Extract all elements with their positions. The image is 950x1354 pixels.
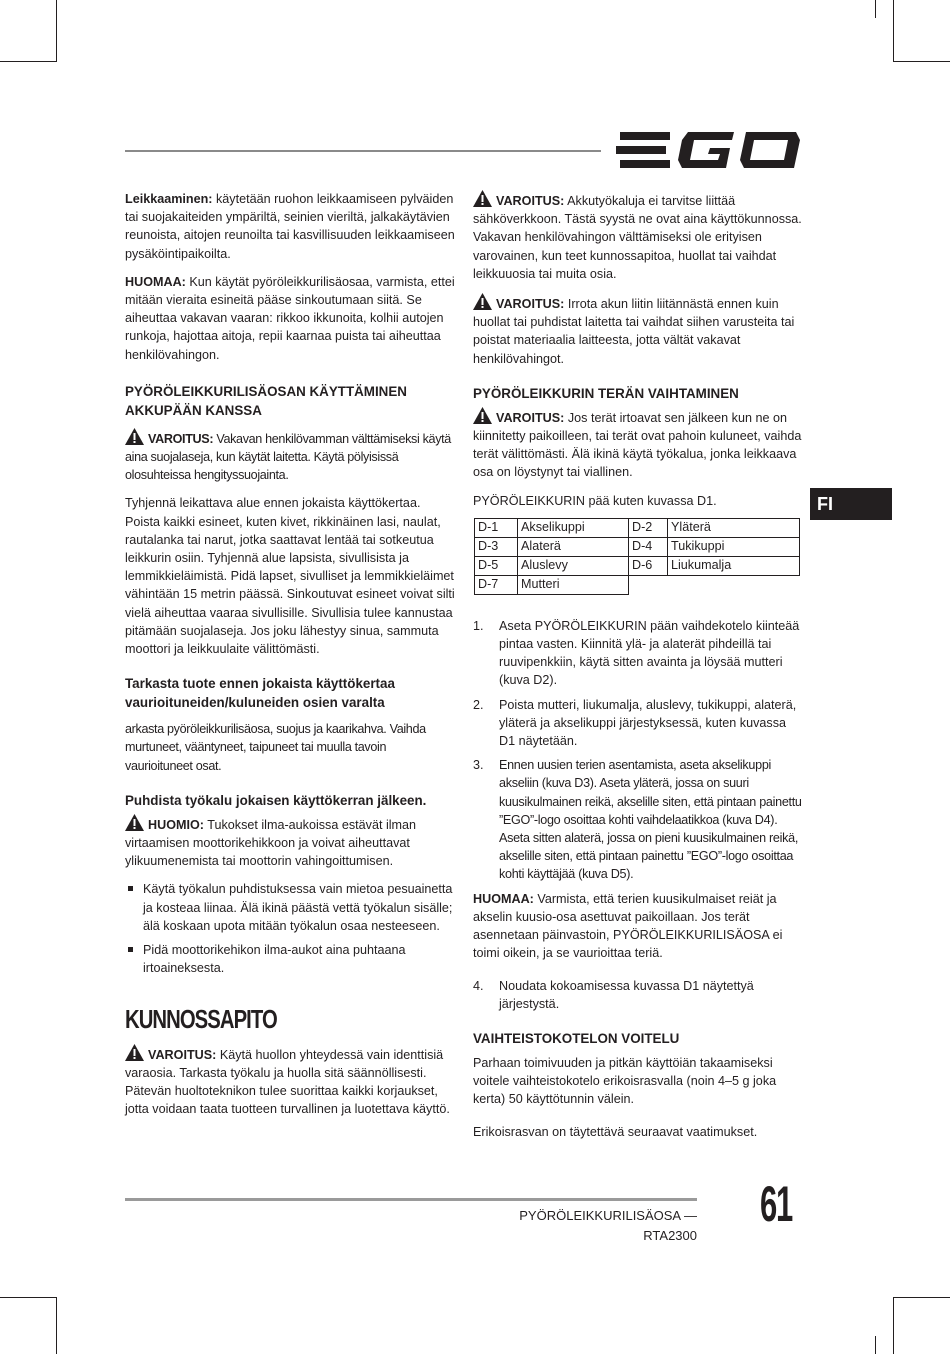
label-trimming: Leikkaaminen: — [125, 192, 213, 206]
footer-product: PYÖRÖLEIKKURILISÄOSA — RTA2300 — [519, 1208, 697, 1243]
paragraph-figure: PYÖRÖLEIKKURIN pää kuten kuvassa D1. — [473, 493, 717, 508]
crop-mark — [56, 0, 57, 62]
ego-logo — [616, 130, 800, 170]
table-cell-empty — [668, 575, 800, 594]
paragraph-clear-area: Tyhjennä leikattava alue ennen jokaista käyttökertaa. Poista kaikki esineet, kuten kivet, rikkinäinen lasi, naulat, rautalanka tai narut, jotka saattavat lentää tai sotkeutua leikkurin osiin. Tyhjennä alue lapsista, sivullisista ja lemmikkieläimistä. Pidä lapset, sivulliset ja lemmikkieläimet vähintään 15 metrin päässä. Sinkoutuvat esineet voivat silti vielä aiheuttaa vaaraa sivullisille. Sivullisia tulee kannustaa pitämään suojalaseja. Jos joku lähestyy sinua, sammuta moottori ja leikkuulaite välittömästi. — [125, 496, 455, 657]
text-warning: Vakavan henkilövamman välttämiseksi käytä aina suojalaseja, kun käytät laitetta. Käytä pölyisissä olosuhteissa hengityssuojainta. — [125, 431, 451, 483]
step-number: 3. — [473, 758, 484, 773]
list-item — [125, 941, 455, 977]
table-cell: D-7 — [475, 575, 518, 594]
crop-mark — [875, 1336, 876, 1354]
crop-mark — [893, 61, 950, 62]
warning-icon — [473, 407, 492, 424]
warning-icon — [125, 428, 144, 445]
heading-check: Tarkasta tuote ennen jokaista käyttökertaa vaurioituneiden/kuluneiden osien varalta — [125, 676, 395, 711]
step-text: Aseta PYÖRÖLEIKKURIN pään vaihdekotelo kiinteää pintaa vasten. Kiinnitä ylä- ja alaterät pihdeillä tai ruuvipenkkiin, käytä sitten avainta ja löysää mutteri (kuva D2). — [499, 618, 800, 688]
table-row — [475, 556, 800, 575]
table-cell: Alaterä — [518, 537, 629, 556]
list-item — [473, 617, 803, 690]
table-row — [475, 518, 800, 537]
heading-maintenance: KUNNOSSAPITO — [125, 1003, 277, 1034]
step-number: 2. — [473, 697, 484, 712]
steps-list-2 — [473, 977, 803, 1013]
label-warning: VAROITUS: — [148, 1047, 217, 1062]
footer-rule — [125, 1198, 697, 1201]
text-note: Kun käytät pyöröleikkurilisäosaa, varmista, ettei mitään vieraita esineitä pääse sinkoutumaan siitä. Se aiheuttaa vakavan vaaran: rikkoo ikkunoita, kolhii autojen runkoja, hajottaa aitoja, repii kaarnaa puista tai aiheuttaa henkilövahingon. — [125, 274, 455, 362]
table-cell: Mutteri — [518, 575, 629, 594]
paragraph-grease: Parhaan toimivuuden ja pitkän käyttöiän takaamiseksi voitele vaihteistokotelo erikoisrasvalla (noin 4–5 g joka kerta) 50 käyttötunnin välein. — [473, 1055, 777, 1107]
bullet-icon — [128, 886, 133, 891]
crop-mark — [56, 1297, 57, 1354]
warning-disconnect — [473, 293, 803, 368]
text-trimming: käytetään ruohon leikkaamiseen pylväiden tai suojakaiteiden ympäriltä, seinien vieriltä, jalkakäytävien reunoista, aitojen reunoilta tai kasvillisuuden leikkaamiseen pysäköintipaikoilta. — [125, 192, 455, 261]
heading-use: PYÖRÖLEIKKURILISÄOSAN KÄYTTÄMINEN AKKUPÄÄN KANSSA — [125, 383, 407, 418]
list-item — [473, 756, 803, 883]
step-number: 1. — [473, 618, 484, 633]
label-warning: VAROITUS: — [496, 194, 565, 208]
text-note: Varmista, että terien kuusikulmaiset reiät ja akselin kuusio-osa asettuvat paikoillaan. Jos terät asennetaan päinvastoin, PYÖRÖLEIKKURILISÄOSA ei toimi oikein, ja se vaurioittaa teriä. — [473, 891, 783, 961]
text-warning: Irrota akun liitin liitännästä ennen kuin huollat tai puhdistat laitetta tai vaihdat siihen varusteita tai poistat materiaalia laitteesta, jotta vältät vakavat henkilövahingot. — [473, 297, 795, 366]
paragraph-note — [473, 890, 803, 963]
table-cell: D-4 — [629, 537, 668, 556]
crop-mark — [893, 1297, 950, 1298]
header-rule — [125, 150, 601, 152]
table-cell: Yläterä — [668, 518, 800, 537]
warning-icon — [473, 293, 492, 310]
table-cell: Aluslevy — [518, 556, 629, 575]
parts-table — [474, 518, 800, 595]
steps-list — [473, 617, 803, 884]
crop-mark — [0, 61, 57, 62]
heading-clean: Puhdista työkalu jokaisen käyttökerran jälkeen. — [125, 792, 427, 808]
table-cell: Tukikuppi — [668, 537, 800, 556]
paragraph-note — [125, 273, 455, 364]
list-item-text: Käytä työkalun puhdistuksessa vain mietoa pesuainetta ja kosteaa liinaa. Älä ikinä päästä vettä työkalun sisälle; älä koskaan upota mitään työkalun osaa nesteeseen. — [143, 882, 453, 933]
text-warning: Käytä huollon yhteydessä vain identtisiä varaosia. Tarkasta työkalu ja huolla sitä säännöllisesti. Pätevän huoltoteknikon tulee suorittaa kaikki korjaukset, jotta voidaan taata tuotteen turvallinen ja luotettava käyttö. — [125, 1047, 450, 1117]
warning-parts — [125, 1044, 455, 1119]
warning-icon — [125, 1044, 144, 1061]
list-item-text: Pidä moottorikehikon ilma-aukot aina puhtaana irtoaineksesta. — [143, 943, 406, 976]
label-warning: VAROITUS: — [148, 431, 214, 446]
heading-blade: PYÖRÖLEIKKURIN TERÄN VAIHTAMINEN — [473, 385, 739, 401]
table-cell: D-2 — [629, 518, 668, 537]
heading-grease: VAIHTEISTOKOTELON VOITELU — [473, 1030, 680, 1046]
table-cell: D-3 — [475, 537, 518, 556]
label-caution: HUOMIO: — [148, 817, 204, 832]
table-row — [475, 575, 800, 594]
table-cell: D-1 — [475, 518, 518, 537]
warning-goggles — [125, 428, 455, 485]
table-cell: Liukumalja — [668, 556, 800, 575]
language-tab: FI — [810, 488, 892, 520]
table-cell: D-6 — [629, 556, 668, 575]
cleaning-list — [125, 880, 455, 977]
page-number: 61 — [760, 1176, 793, 1232]
left-column — [125, 190, 455, 1128]
list-item — [473, 696, 803, 751]
warning-battery — [473, 190, 803, 283]
bullet-icon — [128, 947, 133, 952]
label-note: HUOMAA: — [473, 891, 534, 906]
table-cell: Akselikuppi — [518, 518, 629, 537]
label-warning: VAROITUS: — [496, 410, 565, 425]
right-column — [473, 190, 803, 1151]
step-text: Ennen uusien terien asentamista, aseta akselikuppi akseliin (kuva D3). Aseta yläterä, jossa on suuri kuusikulmainen reikä, akselille siten, että pintaan painettu ”EGO”-logo osoittaa kohti vaihdelaatikkoa (kuva D4). Aseta sitten alaterä, jossa on pieni kuusikulmainen reikä, akselille siten, että pintaan painettu ”EGO”-logo osoittaa kohti käyttäjää (kuva D5). — [499, 758, 802, 882]
crop-mark — [0, 1297, 57, 1298]
paragraph-trimming — [125, 190, 455, 263]
crop-mark — [875, 0, 876, 18]
table-row — [475, 537, 800, 556]
list-item — [125, 880, 455, 935]
list-item — [473, 977, 803, 1013]
text-caution: Tukokset ilma-aukoissa estävät ilman virtaamisen moottorikehikkoon ja voivat aiheuttavat ylikuumenemista tai moottorin vahingoittumisen. — [125, 817, 417, 869]
warning-icon — [125, 814, 144, 831]
crop-mark — [893, 0, 894, 62]
text-warning: Akkutyökaluja ei tarvitse liittää sähköverkkoon. Tästä syystä ne ovat aina käyttökunnossa. Vakavan henkilövahingon välttämiseksi ole erityisen varovainen, kun teet kunnossapitoa, huollat tai vaihdat leikkuuosia tai muita osia. — [473, 194, 802, 281]
step-text: Noudata kokoamisessa kuvassa D1 näytettyä järjestystä. — [499, 978, 754, 1011]
paragraph-check: arkasta pyöröleikkurilisäosa, suojus ja kaarikahva. Vaihda murtuneet, vääntyneet, taipuneet tai muulla tavoin vaurioituneet osat. — [125, 722, 426, 773]
table-cell-empty — [629, 575, 668, 594]
step-text: Poista mutteri, liukumalja, aluslevy, tukikuppi, alaterä, yläterä ja akselikuppi järjestyksessä, kuten kuvassa D1 näytetään. — [499, 697, 797, 749]
text-warning: Jos terät irtoavat sen jälkeen kun ne on kiinnitetty paikoilleen, tai terät ovat pahoin kuluneet, vaihda terät välittömästi. Älä ikinä käytä työkalua, jonka leikkaava osa on löystynyt tai viallinen. — [473, 410, 802, 480]
table-cell: D-5 — [475, 556, 518, 575]
paragraph-requirements: Erikoisrasvan on täytettävä seuraavat vaatimukset. — [473, 1124, 758, 1139]
caution-vents — [125, 814, 455, 871]
step-number: 4. — [473, 978, 484, 993]
crop-mark — [893, 1297, 894, 1354]
warning-icon — [473, 190, 492, 207]
label-note: HUOMAA: — [125, 274, 186, 289]
warning-blades — [473, 407, 803, 482]
label-warning: VAROITUS: — [496, 297, 565, 312]
